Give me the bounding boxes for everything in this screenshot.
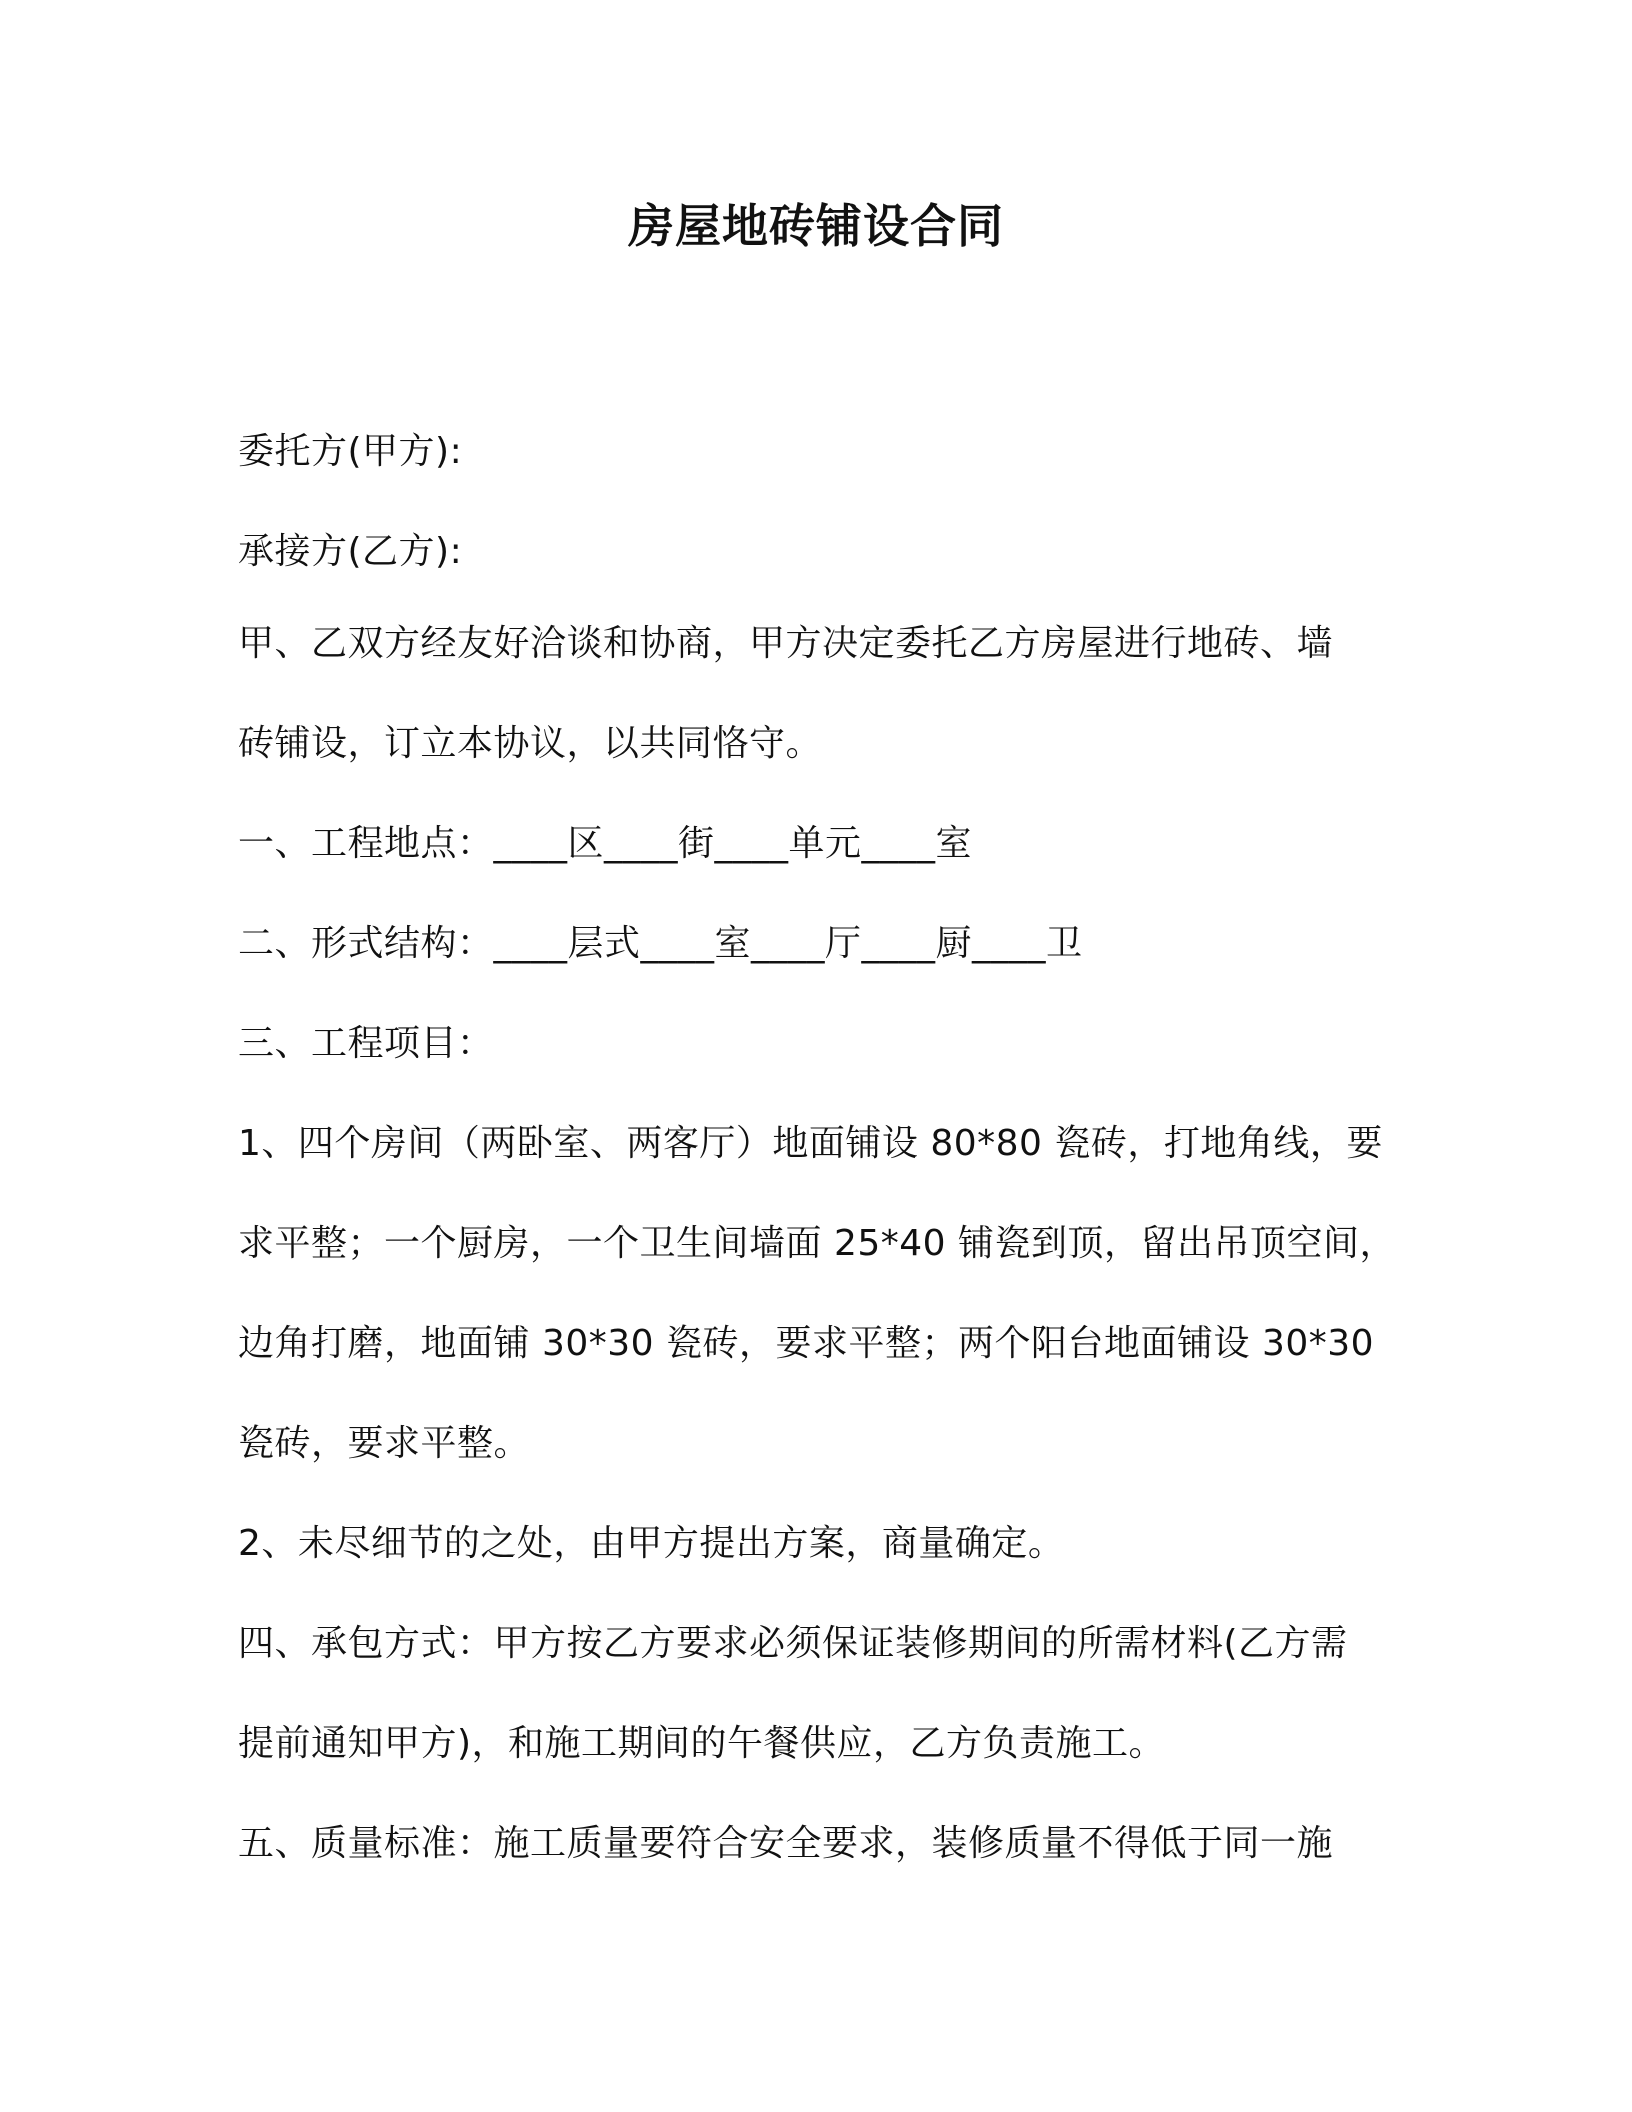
section-3-heading: 三、工程项目： [238, 1023, 494, 1064]
item-2-line: 2、未尽细节的之处，由甲方提出方案，商量确定。 [238, 1523, 1065, 1564]
item-1-line-2: 求平整；一个厨房，一个卫生间墙面 25*40 铺瓷到顶，留出吊顶空间， [238, 1223, 1397, 1264]
section-4-line-1: 四、承包方式：甲方按乙方要求必须保证装修期间的所需材料(乙方需 [238, 1623, 1348, 1664]
document-title: 房屋地砖铺设合同 [628, 199, 1004, 253]
item-1-line-4: 瓷砖，要求平整。 [238, 1423, 531, 1464]
intro-line-2: 砖铺设，订立本协议，以共同恪守。 [238, 723, 823, 764]
section-4-line-2: 提前通知甲方)，和施工期间的午餐供应，乙方负责施工。 [238, 1723, 1166, 1764]
item-1-line-3: 边角打磨，地面铺 30*30 瓷砖，要求平整；两个阳台地面铺设 30*30 [238, 1323, 1375, 1364]
section-1-location: 一、工程地点：____区____街____单元____室 [238, 823, 973, 864]
section-5-line-1: 五、质量标准：施工质量要符合安全要求，装修质量不得低于同一施 [238, 1823, 1334, 1864]
party-a-line: 委托方(甲方): [238, 431, 463, 472]
intro-line-1: 甲、乙双方经友好洽谈和协商，甲方决定委托乙方房屋进行地砖、墙 [238, 623, 1334, 664]
party-b-line: 承接方(乙方): [238, 531, 463, 572]
item-1-line-1: 1、四个房间（两卧室、两客厅）地面铺设 80*80 瓷砖，打地角线，要 [238, 1123, 1383, 1164]
section-2-structure: 二、形式结构：____层式____室____厅____厨____卫 [238, 923, 1083, 964]
